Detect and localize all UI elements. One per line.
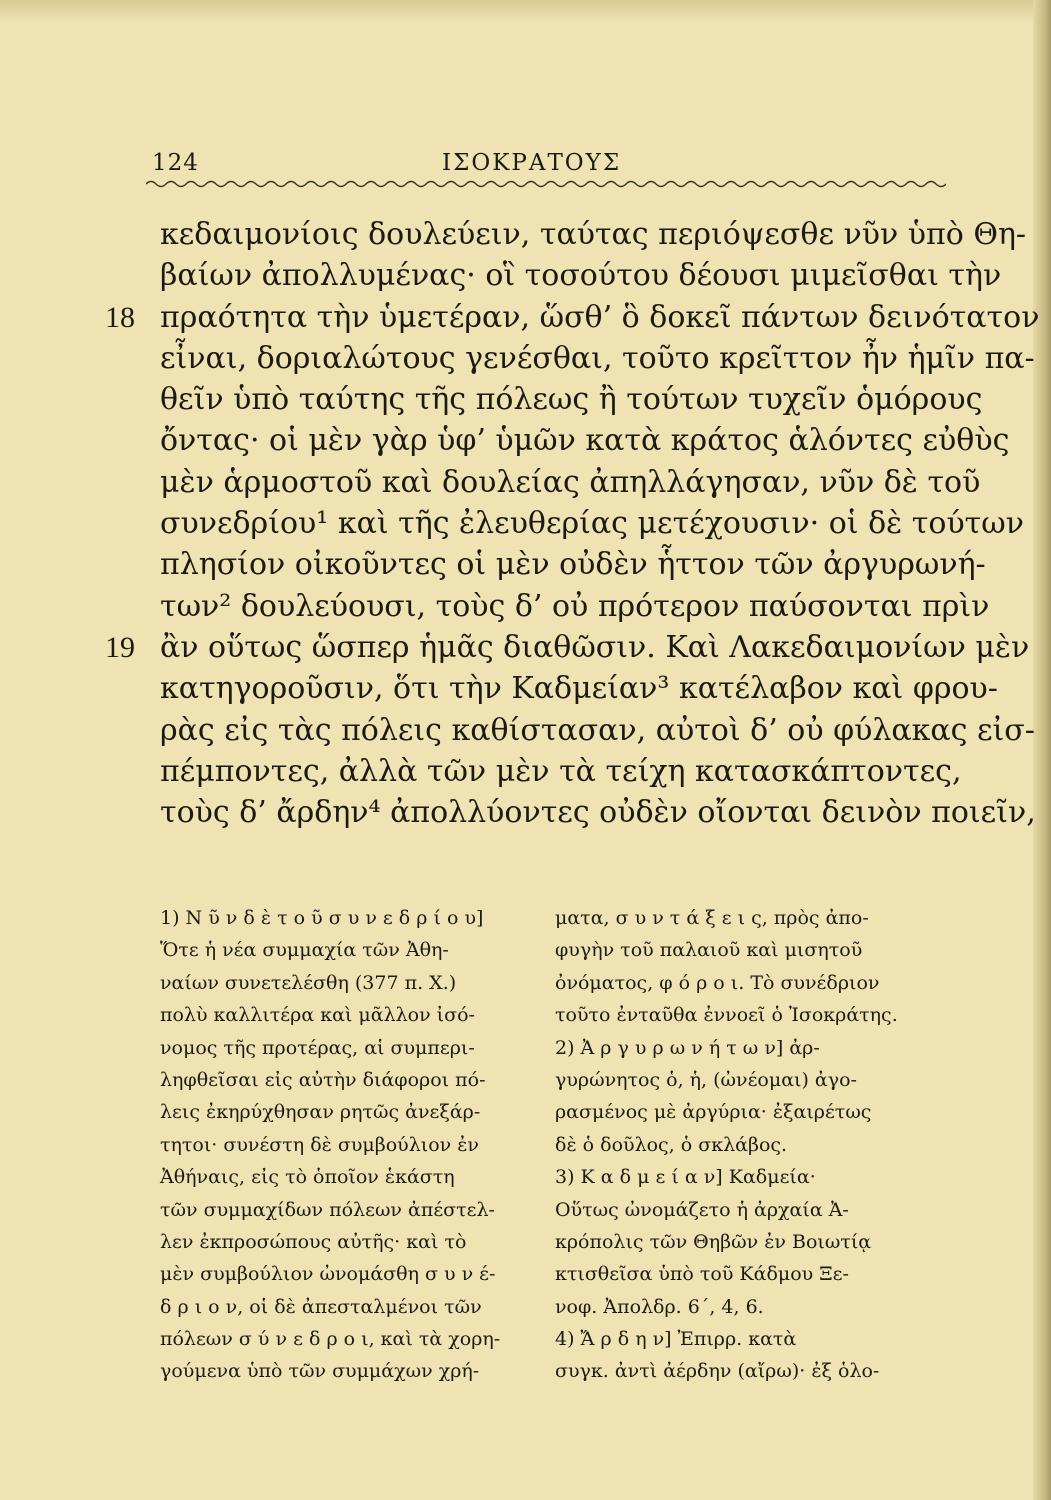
footnote-line: πόλεων σ ύ ν ε δ ρ ο ι, καὶ τὰ χορη- — [160, 1328, 501, 1351]
footnote-line: ρασμένος μὲ ἀργύρια· ἐξαιρέτως — [555, 1101, 872, 1124]
footnote-line: νοφ. Ἀπολδρ. 6΄, 4, 6. — [555, 1295, 764, 1318]
section-number: 19 — [105, 630, 135, 664]
text-line — [160, 420, 1010, 461]
wavy-header-rule — [146, 178, 946, 190]
text-line — [160, 544, 986, 585]
text-line — [160, 462, 981, 503]
footnote-line: πολὺ καλλιτέρα καὶ μᾶλλον ἰσό- — [160, 1004, 475, 1027]
footnote-line: λεις ἐκηρύχθησαν ρητῶς ἀνεξάρ- — [160, 1101, 481, 1124]
footnote-line: 1) Ν ῦ ν δ ὲ τ ο ῦ σ υ ν ε δ ρ ί ο υ] — [160, 907, 484, 929]
text-line-content: βαίων ἀπολλυμένας· οἳ τοσούτου δέουσι μιμεῖσθαι τὴν — [160, 258, 1002, 294]
text-line-content: θεῖν ὑπὸ ταύτης τῆς πόλεως ἢ τούτων τυχεῖν ὁμόρους — [160, 382, 983, 418]
main-text-body — [105, 214, 1040, 833]
text-line — [160, 792, 1036, 833]
footnote-line: ναίων συνετελέσθη (377 π. Χ.) — [160, 971, 457, 994]
text-line — [160, 379, 983, 420]
footnote-line: ληφθεῖσαι εἰς αὐτὴν διάφοροι πό- — [160, 1068, 486, 1091]
footnote-line: λεν ἐκπροσώπους αὐτῆς· καὶ τὸ — [160, 1230, 467, 1253]
running-title: ΙΣΟΚΡΑΤΟΥΣ — [442, 150, 622, 176]
text-line-content: συνεδρίου¹ καὶ τῆς ἐλευθερίας μετέχουσιν· οἱ δὲ τούτων — [160, 506, 1024, 542]
footnote-line: τοῦτο ἐνταῦθα ἐννοεῖ ὁ Ἰσοκράτης. — [555, 1004, 898, 1027]
footnote-line: 2) Ἀ ρ γ υ ρ ω ν ή τ ω ν] ἀρ- — [555, 1036, 820, 1059]
book-spine-edge — [1033, 0, 1051, 1500]
text-line-content: εἶναι, δοριαλώτους γενέσθαι, τοῦτο κρεῖττον ἦν ἡμῖν πα- — [160, 340, 1035, 376]
text-line — [160, 586, 990, 627]
text-line — [160, 751, 962, 792]
footnote-line: τῶν συμμαχίδων πόλεων ἀπέστελ- — [160, 1198, 495, 1221]
text-line-content: πλησίον οἰκοῦντες οἱ μὲν οὐδὲν ἧττον τῶν ἀργυρωνή- — [160, 547, 986, 583]
footnote-line: κτισθεῖσα ὑπὸ τοῦ Κάδμου Ξε- — [555, 1263, 849, 1286]
text-line-content: κεδαιμονίοις δουλεύειν, ταύτας περιόψεσθε νῦν ὑπὸ Θη- — [160, 217, 1027, 252]
footnotes-left-column — [160, 902, 545, 1388]
footnote-line: ματα, σ υ ν τ ά ξ ε ι ς, πρὸς ἀπο- — [555, 907, 869, 929]
section-number: 18 — [105, 300, 135, 334]
text-line — [160, 255, 1002, 296]
footnote-line: 3) Κ α δ μ ε ί α ν] Καδμεία· — [555, 1166, 816, 1189]
footnote-line: μὲν συμβούλιον ὠνομάσθη σ υ ν έ- — [160, 1263, 496, 1286]
footnote-line: δὲ ὁ δοῦλος, ὁ σκλάβος. — [555, 1133, 788, 1156]
text-line-content: τοὺς δ’ ἄρδην⁴ ἀπολλύοντες οὐδὲν οἴονται δεινὸν ποιεῖν, — [160, 795, 1036, 831]
text-line-content: ρὰς εἰς τὰς πόλεις καθίστασαν, αὐτοὶ δ’ οὐ φύλακας εἰσ- — [160, 712, 1035, 748]
text-line — [160, 214, 1027, 255]
text-line-content: ὄντας· οἱ μὲν γὰρ ὑφ’ ὑμῶν κατὰ κράτος ἁλόντες εὐθὺς — [160, 423, 1010, 459]
page-top-shadow — [0, 0, 1051, 22]
footnote-line: τητοι· συνέστη δὲ συμβούλιον ἐν — [160, 1133, 479, 1156]
footnotes-right-column — [555, 902, 940, 1388]
text-line — [160, 710, 1035, 751]
footnote-line: Ἀθήναις, εἰς τὸ ὁποῖον ἑκάστη — [160, 1166, 455, 1189]
footnote-line: γούμενα ὑπὸ τῶν συμμάχων χρή- — [160, 1360, 480, 1383]
text-line-content: ἂν οὕτως ὥσπερ ἡμᾶς διαθῶσιν. Καὶ Λακεδαιμονίων μὲν — [160, 629, 1030, 665]
text-line — [160, 338, 1035, 379]
page-number: 124 — [152, 150, 199, 176]
text-line — [105, 627, 1030, 668]
footnote-line: φυγὴν τοῦ παλαιοῦ καὶ μισητοῦ — [555, 939, 863, 962]
footnote-line: δ ρ ι ο ν, οἱ δὲ ἀπεσταλμένοι τῶν — [160, 1295, 482, 1318]
footnote-line: 4) Ἄ ρ δ η ν] Ἐπιρρ. κατὰ — [555, 1328, 797, 1351]
footnote-line: νομος τῆς προτέρας, αἱ συμπερι- — [160, 1036, 475, 1059]
footnote-line: συγκ. ἀντὶ ἀέρδην (αἴρω)· ἐξ ὁλο- — [555, 1360, 880, 1383]
text-line — [160, 668, 998, 709]
text-line-content: πέμποντες, ἀλλὰ τῶν μὲν τὰ τείχη κατασκάπτοντες, — [160, 753, 962, 789]
text-line-content: μὲν ἁρμοστοῦ καὶ δουλείας ἀπηλλάγησαν, νῦν δὲ τοῦ — [160, 464, 981, 500]
footnote-line: ὀνόματος, φ ό ρ ο ι. Τὸ συνέδριον — [555, 971, 880, 994]
footnote-line: Οὕτως ὠνομάζετο ἡ ἀρχαία Ἀ- — [555, 1198, 849, 1221]
text-line-content: πραότητα τὴν ὑμετέραν, ὥσθ’ ὃ δοκεῖ πάντων δεινότατον — [160, 299, 1040, 335]
text-line — [160, 503, 1024, 544]
text-line-content: κατηγοροῦσιν, ὅτι τὴν Καδμείαν³ κατέλαβον καὶ φρου- — [160, 671, 998, 707]
footnote-line: Ὅτε ἡ νέα συμμαχία τῶν Ἀθη- — [160, 939, 449, 962]
footnote-line: γυρώνητος ὁ, ἡ, (ὠνέομαι) ἀγο- — [555, 1068, 857, 1091]
text-line — [105, 297, 1040, 338]
footnote-line: κρόπολις τῶν Θηβῶν ἐν Βοιωτίᾳ — [555, 1230, 872, 1253]
text-line-content: των² δουλεύουσι, τοὺς δ’ οὐ πρότερον παύσονται πρὶν — [160, 588, 990, 624]
